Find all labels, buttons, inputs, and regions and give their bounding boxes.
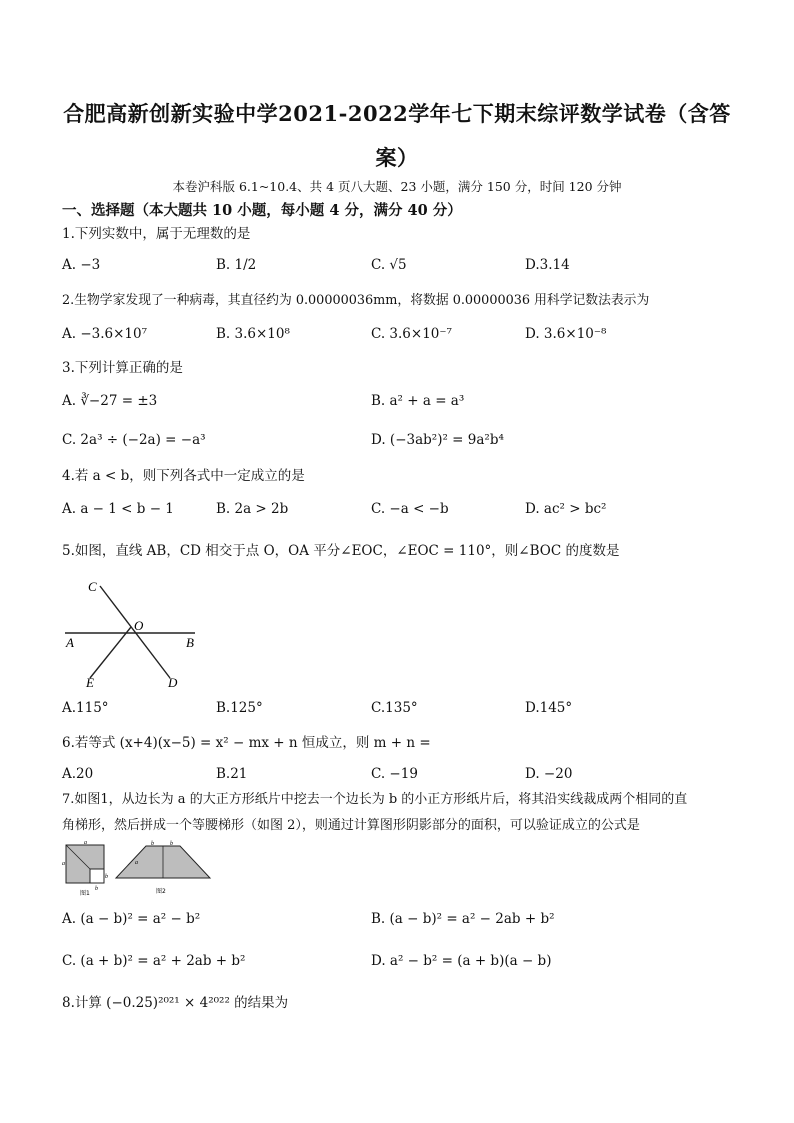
label-a: A <box>66 635 74 650</box>
fig1-caption: 图1 <box>80 890 90 896</box>
question-5-stem: 5.如图，直线 AB，CD 相交于点 O，OA 平分∠EOC，∠EOC = 110°，则∠BOC 的度数是 <box>62 543 620 559</box>
q2-option-a: A. −3.6×10⁷ <box>62 326 148 342</box>
label-d: D <box>168 675 178 690</box>
q6-option-b: B.21 <box>216 766 248 782</box>
q2-option-b: B. 3.6×10⁸ <box>216 326 290 342</box>
page-title <box>40 92 754 180</box>
fig1-label-b-bottom: b <box>95 886 98 892</box>
q5-option-c: C.135° <box>371 700 418 716</box>
q4-option-b: B. 2a > 2b <box>216 501 289 517</box>
q4-option-c: C. −a < −b <box>371 501 449 517</box>
label-c: C <box>88 579 97 594</box>
q1-option-d: D.3.14 <box>525 257 570 273</box>
question-2-stem: 2.生物学家发现了一种病毒，其直径约为 0.00000036mm，将数据 0.00000036 用科学记数法表示为 <box>62 293 650 308</box>
question-7-stem <box>62 787 762 839</box>
fig2-label-a: a <box>135 860 138 866</box>
q3-option-c: C. 2a³ ÷ (−2a) = −a³ <box>62 432 206 448</box>
fig1-label-a-top: a <box>84 840 87 846</box>
question-4-stem: 4.若 a < b，则下列各式中一定成立的是 <box>62 468 305 484</box>
q7-option-a: A. (a − b)² = a² − b² <box>62 911 201 927</box>
q5-option-b: B.125° <box>216 700 263 716</box>
angle-figure <box>62 574 202 692</box>
q7-option-b: B. (a − b)² = a² − 2ab + b² <box>371 911 555 927</box>
title-line-2: 案） <box>375 145 419 170</box>
fig1-label-b-right: b <box>105 874 108 880</box>
label-e: E <box>86 675 94 690</box>
q7-option-d: D. a² − b² = (a + b)(a − b) <box>371 953 552 969</box>
label-b: B <box>186 635 194 650</box>
q4-option-d: D. ac² > bc² <box>525 501 607 517</box>
fig2-label-b-right: b <box>170 841 173 847</box>
q5-option-a: A.115° <box>62 700 109 716</box>
q6-option-a: A.20 <box>62 766 94 782</box>
question-7-line-1: 7.如图1，从边长为 a 的大正方形纸片中挖去一个边长为 b 的小正方形纸片后，将其沿实线裁成两个相同的直 <box>62 792 688 807</box>
section-heading: 一、选择题（本大题共 10 小题，每小题 4 分，满分 40 分） <box>62 202 462 219</box>
q1-option-c: C. √5 <box>371 257 407 273</box>
q5-option-d: D.145° <box>525 700 573 716</box>
fig2-label-b-left: b <box>151 841 154 847</box>
question-3-stem: 3.下列计算正确的是 <box>62 360 183 376</box>
q6-option-d: D. −20 <box>525 766 573 782</box>
q3-option-d: D. (−3ab²)² = 9a²b⁴ <box>371 432 504 448</box>
exam-subtitle: 本卷沪科版 6.1~10.4、共 4 页八大题、23 小题，满分 150 分，时间 120 分钟 <box>172 179 622 194</box>
q1-option-b: B. 1/2 <box>216 257 257 273</box>
fig2-caption: 图2 <box>156 888 166 895</box>
q7-option-c: C. (a + b)² = a² + 2ab + b² <box>62 953 246 969</box>
q2-option-d: D. 3.6×10⁻⁸ <box>525 326 607 342</box>
title-line-1: 合肥高新创新实验中学2021-2022学年七下期末综评数学试卷（含答 <box>63 101 731 126</box>
q3-option-b: B. a² + a = a³ <box>371 393 465 409</box>
square-trapezoid-figure <box>62 840 212 896</box>
question-7-line-2: 角梯形，然后拼成一个等腰梯形（如图 2），则通过计算图形阴影部分的面积，可以验证成立的公式是 <box>62 818 640 833</box>
label-o: O <box>134 618 144 633</box>
q1-option-a: A. −3 <box>62 257 101 273</box>
question-6-stem: 6.若等式 (x+4)(x−5) = x² − mx + n 恒成立，则 m + n = <box>62 735 431 751</box>
q2-option-c: C. 3.6×10⁻⁷ <box>371 326 452 342</box>
q6-option-c: C. −19 <box>371 766 418 782</box>
question-8-stem: 8.计算 (−0.25)²⁰²¹ × 4²⁰²² 的结果为 <box>62 995 289 1011</box>
q4-option-a: A. a − 1 < b − 1 <box>62 501 174 517</box>
fig1-label-a-left: a <box>62 861 65 867</box>
q3-option-a: A. ∛−27 = ±3 <box>62 393 158 409</box>
question-1-stem: 1.下列实数中，属于无理数的是 <box>62 226 251 242</box>
